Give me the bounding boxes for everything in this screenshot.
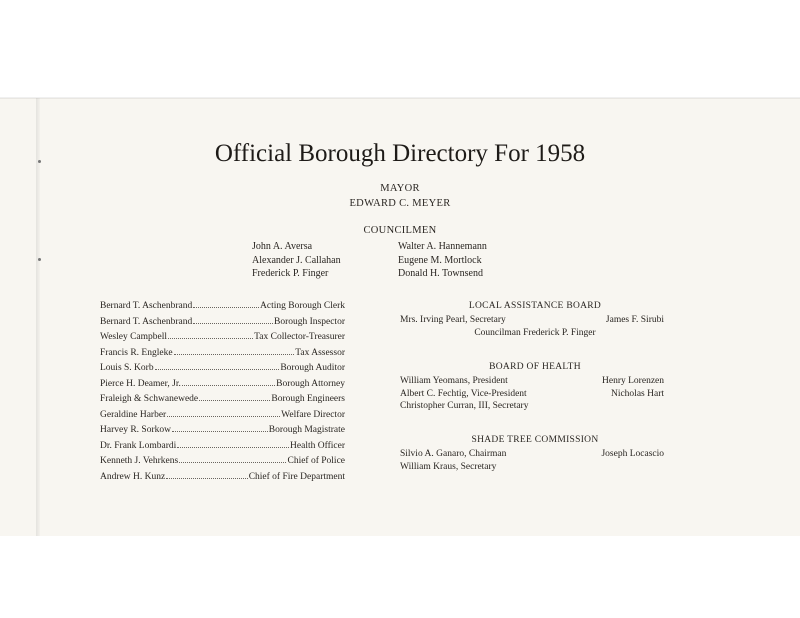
official-row <box>100 409 345 425</box>
leader-dots <box>167 409 280 417</box>
mayor-heading: MAYOR <box>380 183 420 194</box>
board-member: William Yeomans, President <box>400 376 508 386</box>
board-line <box>400 401 670 414</box>
board-member: William Kraus, Secretary <box>400 461 497 472</box>
leader-dots <box>179 455 286 463</box>
local-assistance-board <box>400 301 670 340</box>
official-row <box>100 378 345 394</box>
councilman-name: John A. Aversa <box>252 241 313 252</box>
councilman-name: Donald H. Townsend <box>398 268 483 279</box>
board-member: James F. Sirubi <box>605 315 664 325</box>
leader-dots <box>155 362 280 370</box>
board-member: Henry Lorenzen <box>602 376 664 386</box>
mayor-name: EDWARD C. MEYER <box>349 198 451 209</box>
official-name: Kenneth J. Vehrkens <box>100 456 179 466</box>
official-row <box>100 471 345 487</box>
official-row <box>100 440 345 456</box>
leader-dots <box>199 393 270 401</box>
shade-tree-commission <box>400 435 670 474</box>
board-line <box>400 449 670 462</box>
board-of-health <box>400 362 670 414</box>
leader-dots <box>193 300 259 308</box>
official-row <box>100 347 345 363</box>
leader-dots <box>193 316 273 324</box>
official-row <box>100 393 345 409</box>
councilmen-right-column <box>398 240 487 281</box>
official-name: Bernard T. Aschenbrand <box>100 301 193 311</box>
scan-speck <box>38 258 41 261</box>
official-row <box>100 455 345 471</box>
councilman-name: Frederick P. Finger <box>252 268 329 279</box>
official-row <box>100 300 345 316</box>
leader-dots <box>168 331 253 339</box>
board-member <box>664 401 670 414</box>
board-line <box>400 328 670 341</box>
official-name: Fraleigh & Schwanewede <box>100 394 199 404</box>
board-line <box>400 389 670 402</box>
board-member <box>664 462 670 475</box>
official-post: Borough Engineers <box>271 394 345 404</box>
official-name: Andrew H. Kunz <box>100 471 166 482</box>
board-member: Nicholas Hart <box>610 388 664 399</box>
official-post: Borough Auditor <box>280 363 345 373</box>
leader-dots <box>182 378 275 386</box>
page-title: Official Borough Directory For 1958 <box>214 140 586 167</box>
board-member: Albert C. Fechtig, Vice-President <box>400 388 527 399</box>
official-name: Dr. Frank Lombardi <box>100 440 177 451</box>
official-name: Geraldine Harber <box>100 409 167 420</box>
official-row <box>100 316 345 332</box>
official-post: Borough Attorney <box>276 378 345 389</box>
board-member: Mrs. Irving Pearl, Secretary <box>400 315 506 325</box>
official-row <box>100 362 345 378</box>
official-name: Wesley Campbell <box>100 332 168 342</box>
official-name: Bernard T. Aschenbrand <box>100 316 193 327</box>
board-heading: LOCAL ASSISTANCE BOARD <box>468 301 602 311</box>
official-post: Chief of Fire Department <box>248 471 345 482</box>
councilmen-heading: COUNCILMEN <box>363 225 437 236</box>
board-line <box>400 315 670 328</box>
official-post: Chief of Police <box>287 456 345 466</box>
board-line <box>400 462 670 475</box>
councilman-name: Alexander J. Callahan <box>252 254 341 266</box>
official-post: Tax Collector-Treasurer <box>254 332 345 342</box>
official-post: Health Officer <box>290 440 345 451</box>
official-row <box>100 331 345 347</box>
official-post: Acting Borough Clerk <box>260 301 345 311</box>
board-member: Joseph Locascio <box>601 449 664 459</box>
board-member: Silvio A. Ganaro, Chairman <box>400 449 507 459</box>
councilman-name: Walter A. Hannemann <box>398 241 487 252</box>
page-top-edge <box>0 97 800 99</box>
official-post: Tax Assessor <box>295 347 345 358</box>
official-name: Harvey R. Sorkow <box>100 425 171 435</box>
board-member: Christopher Curran, III, Secretary <box>400 401 529 411</box>
councilman-name: Eugene M. Mortlock <box>398 254 482 266</box>
official-name: Pierce H. Deamer, Jr. <box>100 378 181 389</box>
board-heading: SHADE TREE COMMISSION <box>471 435 599 445</box>
official-name: Louis S. Korb <box>100 363 154 373</box>
board-member: Councilman Frederick P. Finger <box>474 327 596 338</box>
board-heading: BOARD OF HEALTH <box>489 362 581 372</box>
leader-dots <box>166 471 248 479</box>
official-post: Borough Magistrate <box>268 425 345 435</box>
leader-dots <box>177 440 289 448</box>
leader-dots <box>172 424 268 432</box>
official-row <box>100 424 345 440</box>
councilmen-left-column <box>252 240 341 281</box>
board-line <box>400 376 670 389</box>
official-name: Francis R. Engleke <box>100 347 173 358</box>
borough-officials-list <box>100 300 345 486</box>
official-post: Borough Inspector <box>274 316 345 327</box>
leader-dots <box>174 347 295 355</box>
official-post: Welfare Director <box>281 409 345 420</box>
